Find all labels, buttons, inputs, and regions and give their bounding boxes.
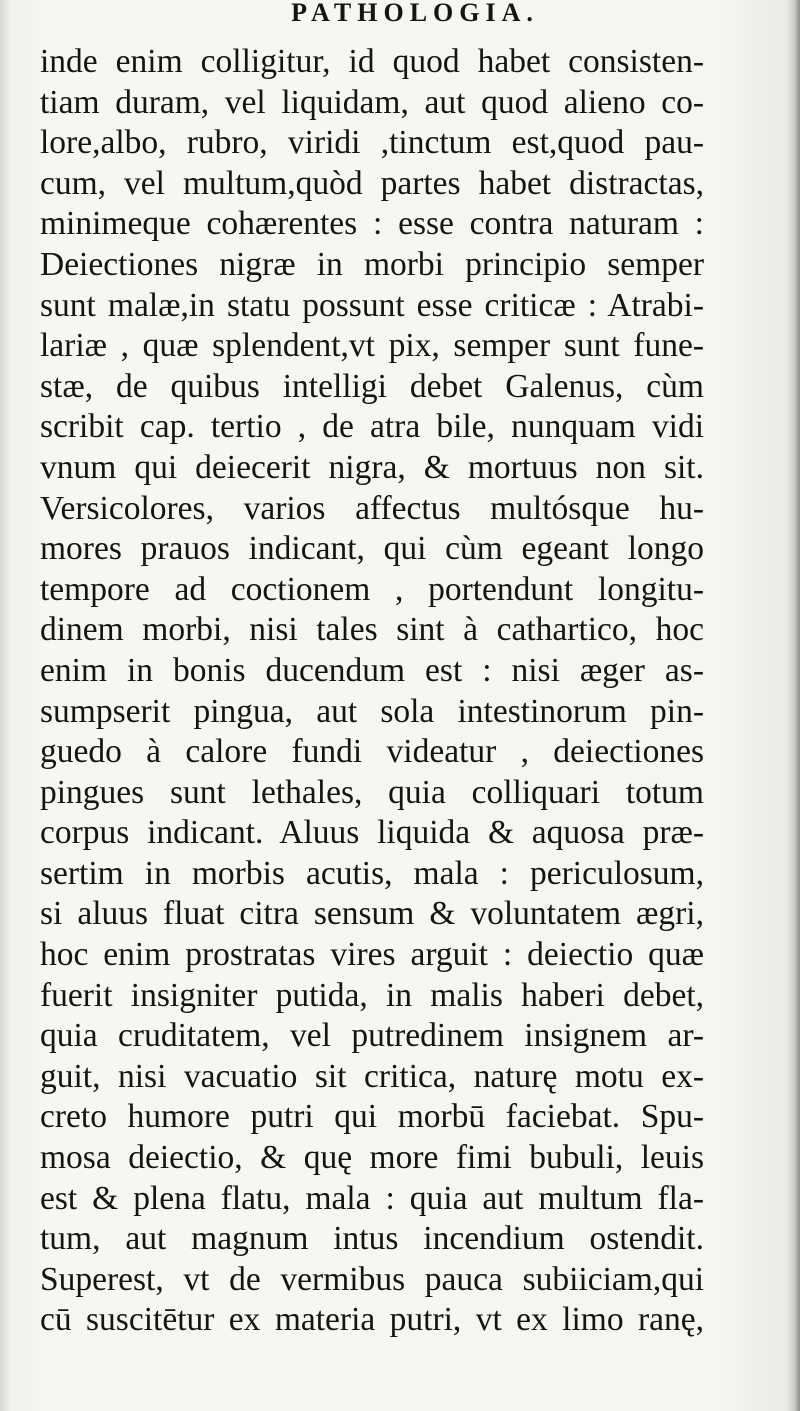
text-line: quia cruditatem, vel putredinem insignem ar- <box>40 1017 704 1055</box>
text-line: sertim in morbis acutis, mala : periculosum, <box>40 854 704 892</box>
running-head: PATHOLOGIA. <box>291 0 539 27</box>
text-line: corpus indicant. Aluus liquida & aquosa præ- <box>40 814 704 852</box>
body-text <box>40 42 704 1341</box>
text-line: est & plena flatu, mala : quia aut multum fla- <box>40 1179 704 1217</box>
text-line: tiam duram, vel liquidam, aut quod alieno co- <box>40 83 704 121</box>
text-line: hoc enim prostratas vires arguit : deiectio quæ <box>40 936 704 974</box>
text-line: stæ, de quibus intelligi debet Galenus, cùm <box>40 367 704 405</box>
text-line: mores prauos indicant, qui cùm egeant longo <box>40 530 704 568</box>
text-line: sunt malæ,in statu possunt esse criticæ : Atrabi- <box>40 286 704 324</box>
text-line: vnum qui deiecerit nigra, & mortuus non sit. <box>40 448 704 486</box>
text-line: dinem morbi, nisi tales sint à cathartico, hoc <box>40 611 704 649</box>
text-line: cū suscitētur ex materia putri, vt ex limo ranę, <box>40 1301 704 1339</box>
text-line: creto humore putri qui morbū faciebat. Spu- <box>40 1098 704 1136</box>
text-line: tum, aut magnum intus incendium ostendit. <box>40 1220 704 1258</box>
text-line: si aluus fluat citra sensum & voluntatem ægri, <box>40 895 704 933</box>
page-edge-shadow <box>786 0 800 1411</box>
text-line: Superest, vt de vermibus pauca subiiciam,qui <box>40 1260 704 1298</box>
text-line: enim in bonis ducendum est : nisi æger as- <box>40 651 704 689</box>
text-line: Deiectiones nigræ in morbi principio semper <box>40 245 704 283</box>
text-line: lariæ , quæ splendent,vt pix, semper sunt fune- <box>40 327 704 365</box>
text-line: lore,albo, rubro, viridi ,tinctum est,quod pau- <box>40 124 704 162</box>
page-gutter-shadow <box>0 0 10 1411</box>
text-line: sumpserit pingua, aut sola intestinorum pin- <box>40 692 704 730</box>
text-line: fuerit insigniter putida, in malis haberi debet, <box>40 976 704 1014</box>
text-line: cum, vel multum,quòd partes habet distractas, <box>40 164 704 202</box>
text-line: tempore ad coctionem , portendunt longitu- <box>40 570 704 608</box>
text-line: mosa deiectio, & quę more fimi bubuli, leuis <box>40 1139 704 1177</box>
text-line: scribit cap. tertio , de atra bile, nunquam vidi <box>40 408 704 446</box>
text-line: pingues sunt lethales, quia colliquari totum <box>40 773 704 811</box>
text-line: guit, nisi vacuatio sit critica, naturę motu ex- <box>40 1057 704 1095</box>
text-line: minimeque cohærentes : esse contra naturam : <box>40 205 704 243</box>
text-line: Versicolores, varios affectus multósque hu- <box>40 489 704 527</box>
text-line: inde enim colligitur, id quod habet consisten- <box>40 43 704 80</box>
text-line: guedo à calore fundi videatur , deiectiones <box>40 733 704 771</box>
